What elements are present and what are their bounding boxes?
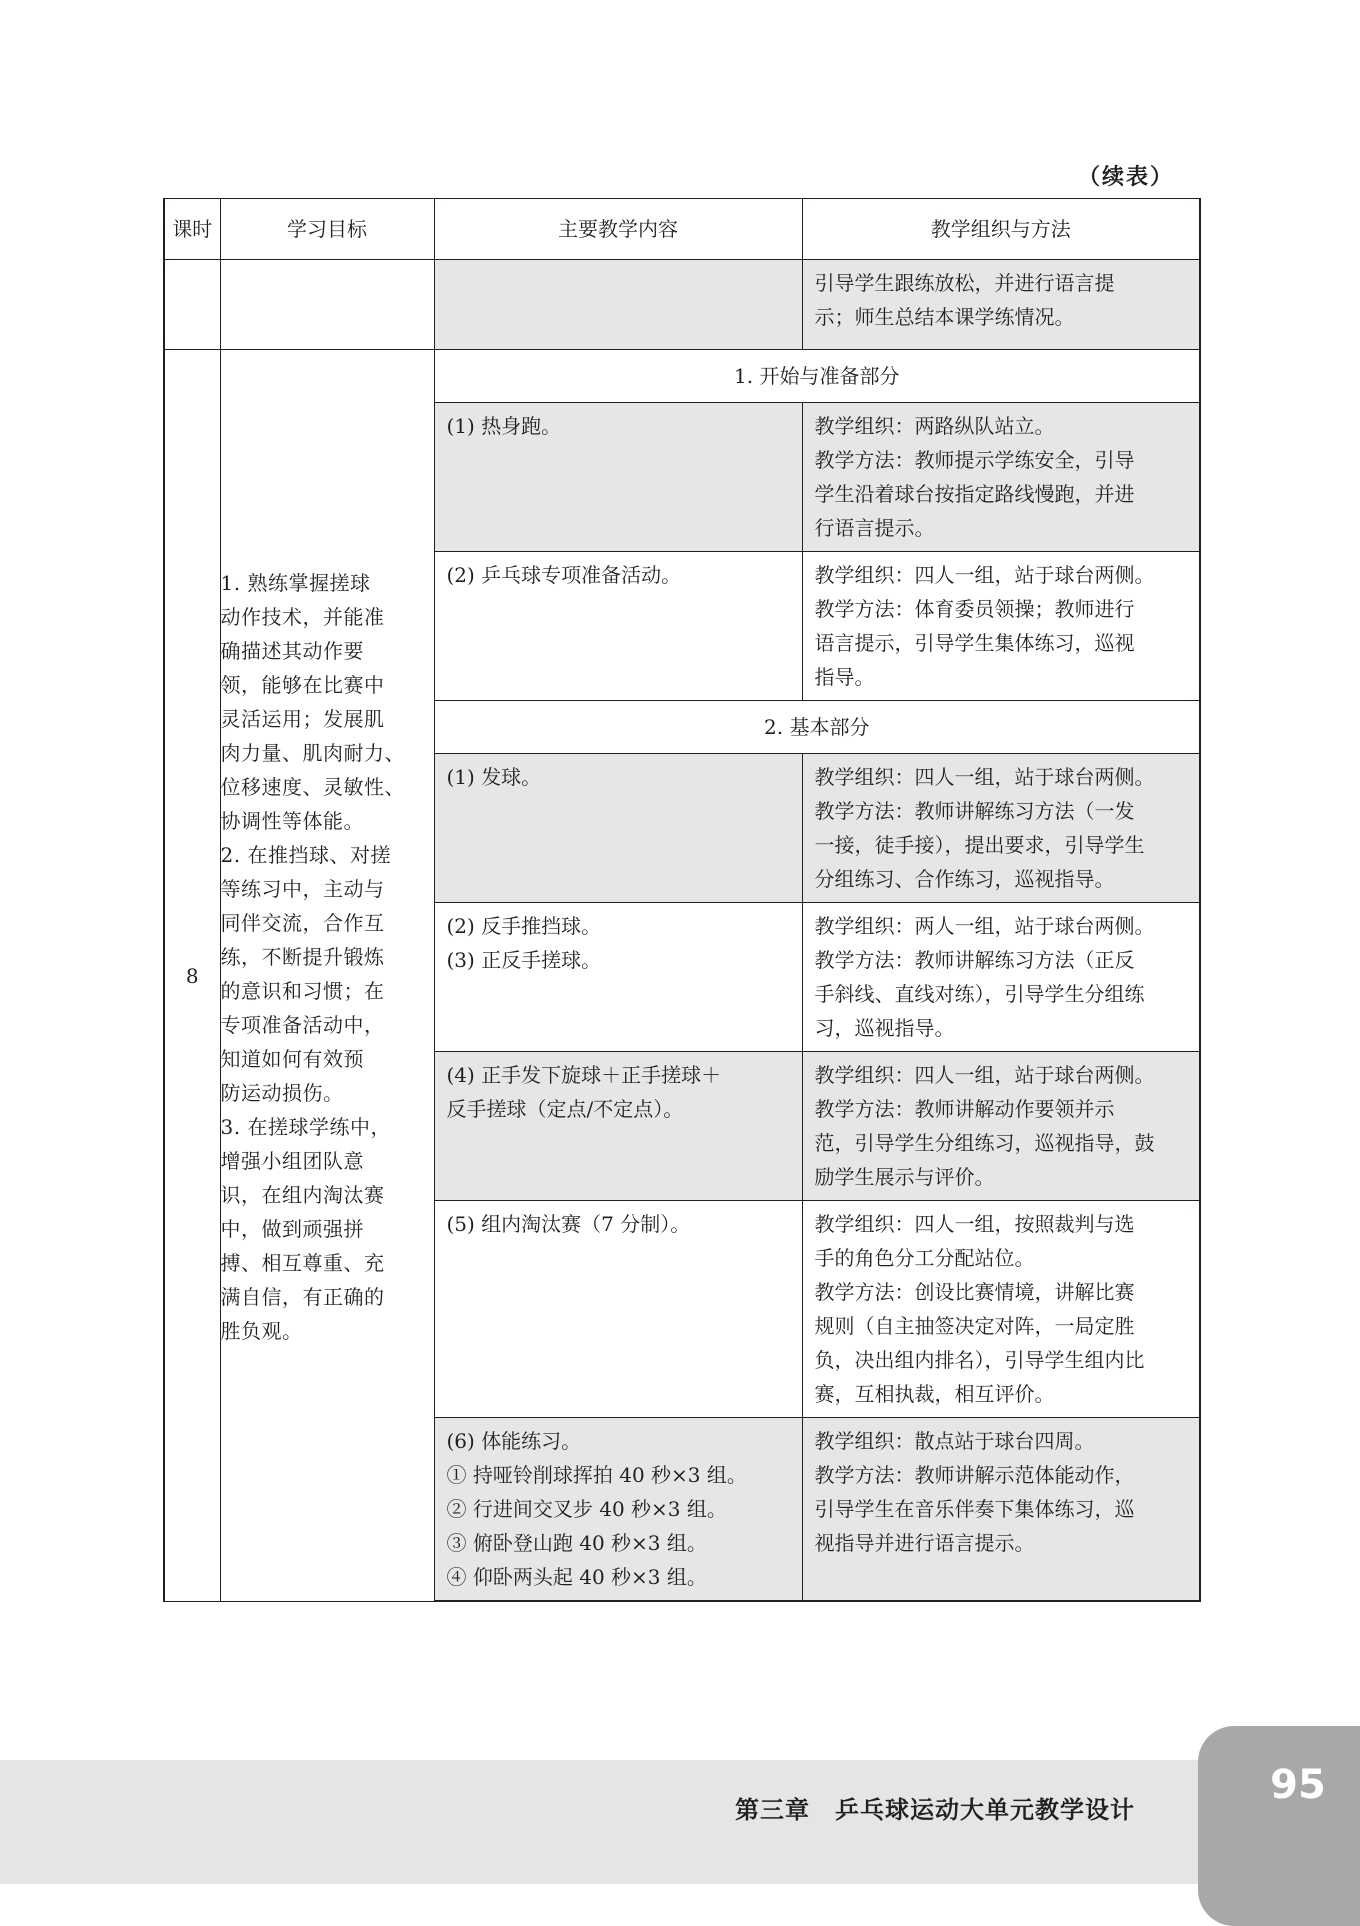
content-cell bbox=[434, 903, 802, 1052]
goal-line: 肉力量、肌肉耐力、 bbox=[220, 741, 405, 765]
prev-method-cell bbox=[802, 260, 1200, 350]
goal-line: 搏、相互尊重、充 bbox=[220, 1251, 385, 1275]
text-line: 教学组织：两路纵队站立。 bbox=[814, 414, 1055, 438]
method-cell bbox=[802, 1418, 1200, 1601]
text-line: 教学组织：四人一组，站于球台两侧。 bbox=[814, 765, 1155, 789]
text-line: 范，引导学生分组练习，巡视指导，鼓 bbox=[814, 1131, 1155, 1155]
text-line: 行语言提示。 bbox=[814, 516, 935, 540]
text-line: (6) 体能练习。 bbox=[446, 1429, 582, 1453]
goal-line: 增强小组团队意 bbox=[220, 1149, 364, 1173]
text-line: 教学方法：体育委员领操；教师进行 bbox=[814, 597, 1135, 621]
text-line: ② 行进间交叉步 40 秒×3 组。 bbox=[446, 1497, 727, 1521]
content-cell bbox=[434, 1201, 802, 1418]
goal-line: 练，不断提升锻炼 bbox=[220, 945, 385, 969]
goal-line: 动作技术，并能准 bbox=[220, 605, 385, 629]
method-cell bbox=[802, 754, 1200, 903]
prev-goals-cell bbox=[220, 260, 434, 350]
goal-line: 领，能够在比赛中 bbox=[220, 673, 385, 697]
goal-line: 同伴交流，合作互 bbox=[220, 911, 385, 935]
goal-line: 等练习中，主动与 bbox=[220, 877, 385, 901]
lesson-table bbox=[163, 198, 1201, 1602]
content-cell bbox=[434, 1052, 802, 1201]
goal-line: 中，做到顽强拼 bbox=[220, 1217, 364, 1241]
text-line: (1) 发球。 bbox=[446, 765, 542, 789]
page-number-tab bbox=[1198, 1726, 1360, 1926]
text-line: 示；师生总结本课学练情况。 bbox=[814, 305, 1075, 329]
text-line: 语言提示，引导学生集体练习，巡视 bbox=[814, 631, 1135, 655]
content-cell bbox=[434, 754, 802, 903]
text-line: 教学方法：教师提示学练安全，引导 bbox=[814, 448, 1135, 472]
text-line: 指导。 bbox=[814, 665, 875, 689]
text-line: 引导学生在音乐伴奏下集体练习，巡 bbox=[814, 1497, 1135, 1521]
goal-line: 专项准备活动中， bbox=[220, 1013, 385, 1037]
chapter-title: 第三章 乒乓球运动大单元教学设计 bbox=[735, 1796, 1135, 1824]
content-cell bbox=[434, 1418, 802, 1601]
section-row-1 bbox=[164, 350, 1200, 403]
text-line: 教学方法：教师讲解练习方法（正反 bbox=[814, 948, 1135, 972]
header-method: 教学组织与方法 bbox=[802, 199, 1200, 260]
text-line: 习，巡视指导。 bbox=[814, 1016, 955, 1040]
text-line: 励学生展示与评价。 bbox=[814, 1165, 995, 1189]
text-line: 规则（自主抽签决定对阵，一局定胜 bbox=[814, 1314, 1135, 1338]
prev-row bbox=[164, 260, 1200, 350]
text-line: 一接，徒手接），提出要求，引导学生 bbox=[814, 833, 1145, 857]
text-line: 教学组织：四人一组，按照裁判与选 bbox=[814, 1212, 1135, 1236]
text-line: 视指导并进行语言提示。 bbox=[814, 1531, 1035, 1555]
text-line: (4) 正手发下旋球＋正手搓球＋ bbox=[446, 1063, 722, 1087]
goals-text bbox=[221, 350, 434, 1348]
prev-period-cell bbox=[164, 260, 220, 350]
goal-line: 灵活运用；发展肌 bbox=[220, 707, 385, 731]
prev-content-cell bbox=[434, 260, 802, 350]
content-cell bbox=[434, 552, 802, 701]
text-line: (2) 反手推挡球。 bbox=[446, 914, 602, 938]
spacer bbox=[434, 1601, 1200, 1602]
section-title: 2. 基本部分 bbox=[434, 701, 1200, 754]
text-line: 学生沿着球台按指定路线慢跑，并进 bbox=[814, 482, 1135, 506]
text-line: ① 持哑铃削球挥拍 40 秒×3 组。 bbox=[446, 1463, 747, 1487]
header-goals: 学习目标 bbox=[220, 199, 434, 260]
header-period: 课时 bbox=[164, 199, 220, 260]
text-line: (2) 乒乓球专项准备活动。 bbox=[446, 563, 682, 587]
goal-line: 确描述其动作要 bbox=[220, 639, 364, 663]
goal-line: 3. 在搓球学练中， bbox=[220, 1115, 391, 1139]
method-cell bbox=[802, 403, 1200, 552]
text-line: 手的角色分工分配站位。 bbox=[814, 1246, 1035, 1270]
goal-line: 2. 在推挡球、对搓 bbox=[220, 843, 391, 867]
page-footer bbox=[0, 1760, 1360, 1884]
text-line: 教学方法：教师讲解练习方法（一发 bbox=[814, 799, 1135, 823]
text-line: 教学组织：两人一组，站于球台两侧。 bbox=[814, 914, 1155, 938]
method-cell bbox=[802, 552, 1200, 701]
goal-line: 识，在组内淘汰赛 bbox=[220, 1183, 385, 1207]
text-line: 负，决出组内排名），引导学生组内比 bbox=[814, 1348, 1145, 1372]
goal-line: 满自信，有正确的 bbox=[220, 1285, 385, 1309]
text-line: 赛，互相执裁，相互评价。 bbox=[814, 1382, 1055, 1406]
text-line: 教学方法：创设比赛情境，讲解比赛 bbox=[814, 1280, 1135, 1304]
page-number: 95 bbox=[1270, 1762, 1326, 1808]
goal-line: 位移速度、灵敏性、 bbox=[220, 775, 405, 799]
goals-cell bbox=[220, 350, 434, 1602]
text-line: ③ 俯卧登山跑 40 秒×3 组。 bbox=[446, 1531, 707, 1555]
text-line: ④ 仰卧两头起 40 秒×3 组。 bbox=[446, 1565, 707, 1589]
goal-line: 防运动损伤。 bbox=[220, 1081, 344, 1105]
goal-line: 协调性等体能。 bbox=[220, 809, 364, 833]
goal-line: 胜负观。 bbox=[220, 1319, 303, 1343]
text-line: 分组练习、合作练习，巡视指导。 bbox=[814, 867, 1115, 891]
header-row bbox=[164, 199, 1200, 260]
text-line: 教学组织：四人一组，站于球台两侧。 bbox=[814, 563, 1155, 587]
text-line: 手斜线、直线对练），引导学生分组练 bbox=[814, 982, 1145, 1006]
method-cell bbox=[802, 1201, 1200, 1418]
method-cell bbox=[802, 1052, 1200, 1201]
text-line: 教学组织：散点站于球台四周。 bbox=[814, 1429, 1095, 1453]
content-cell bbox=[434, 403, 802, 552]
goal-line: 知道如何有效预 bbox=[220, 1047, 364, 1071]
header-content: 主要教学内容 bbox=[434, 199, 802, 260]
goal-line: 1. 熟练掌握搓球 bbox=[220, 571, 371, 595]
continued-label: （续表） bbox=[1078, 165, 1175, 190]
text-line: (3) 正反手搓球。 bbox=[446, 948, 602, 972]
text-line: 教学组织：四人一组，站于球台两侧。 bbox=[814, 1063, 1155, 1087]
text-line: 教学方法：教师讲解动作要领并示 bbox=[814, 1097, 1115, 1121]
text-line: (5) 组内淘汰赛（7 分制）。 bbox=[446, 1212, 691, 1236]
period-cell: 8 bbox=[164, 350, 220, 1602]
text-line: 教学方法：教师讲解示范体能动作， bbox=[814, 1463, 1135, 1487]
text-line: 反手搓球（定点/不定点）。 bbox=[446, 1097, 684, 1121]
section-title: 1. 开始与准备部分 bbox=[434, 350, 1200, 403]
goal-line: 的意识和习惯；在 bbox=[220, 979, 385, 1003]
method-cell bbox=[802, 903, 1200, 1052]
text-line: 引导学生跟练放松，并进行语言提 bbox=[814, 271, 1115, 295]
text-line: (1) 热身跑。 bbox=[446, 414, 562, 438]
